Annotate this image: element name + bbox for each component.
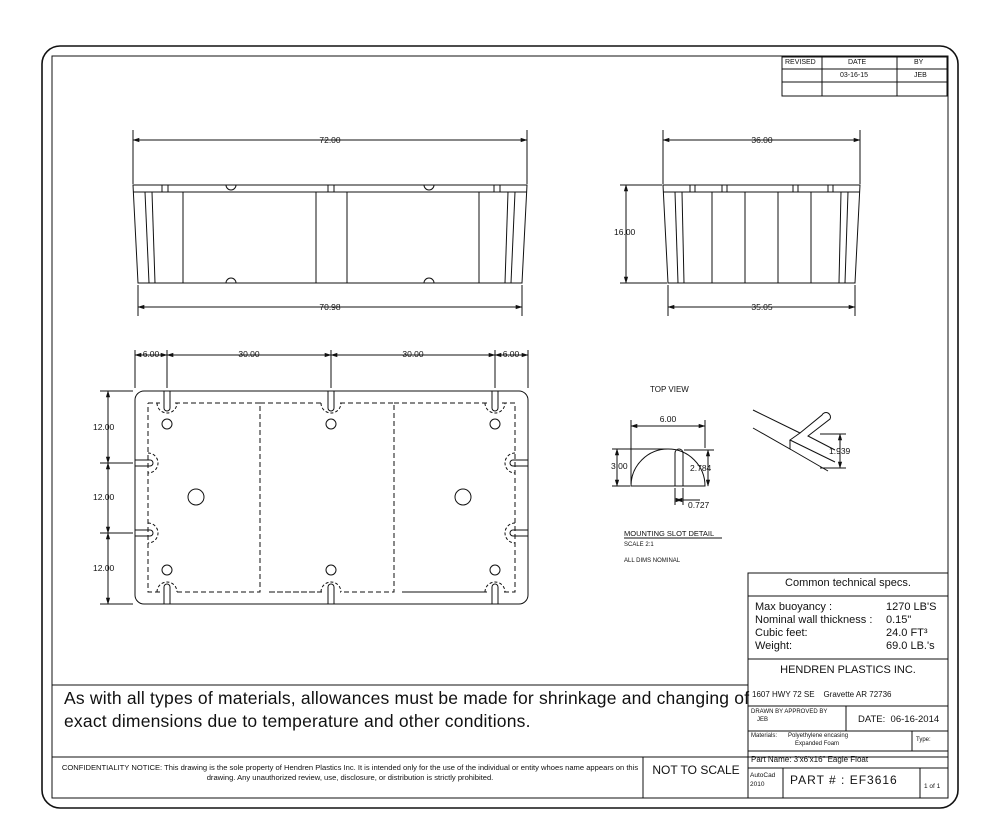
slot-detail-title: MOUNTING SLOT DETAIL [624, 529, 715, 538]
dim-iso-depth: 1.939 [829, 446, 851, 456]
dim-slot-width: 6.00 [659, 414, 677, 424]
scale-note: NOT TO SCALE [652, 763, 740, 777]
sheet-number: 1 of 1 [924, 783, 941, 790]
dim-top-2: 30.00 [238, 349, 260, 359]
rev-header-date: DATE [848, 59, 867, 66]
spec-label-weight: Weight: [755, 640, 793, 652]
dim-end-top: 36.00 [751, 135, 773, 145]
slot-detail [612, 410, 846, 538]
rev-by: JEB [914, 72, 927, 79]
dim-top-1: 6.00 [142, 349, 160, 359]
autocad-label: AutoCad [750, 772, 776, 779]
materials-value-2: Expanded Foam [795, 741, 840, 747]
dim-left-2: 12.00 [93, 492, 115, 502]
autocad-year: 2010 [750, 781, 765, 788]
spec-value-cubic: 24.0 FT³ [886, 627, 928, 639]
company-address: 1607 HWY 72 SE Gravette AR 72736 [752, 690, 892, 699]
dim-slot-height: 3.00 [611, 461, 628, 471]
rev-header-by: BY [914, 59, 924, 66]
drawn-by-label: DRAWN BY APPROVED BY [751, 709, 828, 715]
dim-left-1: 12.00 [93, 422, 115, 432]
dim-side-bottom: 70.98 [319, 302, 341, 312]
specs-title: Common technical specs. [785, 577, 911, 589]
materials-label: Materials: [751, 733, 778, 739]
drawing-date: DATE: 06-16-2014 [858, 714, 940, 725]
drawn-by-value: JEB [757, 717, 769, 723]
confidentiality-notice: CONFIDENTIALITY NOTICE: This drawing is the sole property of Hendren Plastics Inc. It is intended only for the use of the individual or entity whoes name appears on this drawing. Any unauthorized review, use, disclosure, or distribution is strictly prohibited. [61, 763, 639, 782]
spec-value-wall: 0.15" [886, 614, 912, 626]
spec-label-cubic: Cubic feet: [755, 627, 808, 639]
rev-header-revised: REVISED [785, 59, 816, 66]
slot-detail-scale: SCALE 2:1 [624, 542, 654, 548]
disclaimer-text: As with all types of materials, allowances must be made for shrinkage and changing of exact dimensions due to temperature and other conditions. [64, 688, 750, 731]
spec-label-buoyancy: Max buoyancy : [755, 601, 833, 613]
dim-end-height: 16.00 [614, 227, 636, 237]
top-view [100, 350, 528, 604]
top-view-label: TOP VIEW [650, 385, 689, 394]
dim-top-4: 6.00 [502, 349, 520, 359]
end-view [620, 130, 860, 316]
spec-label-wall: Nominal wall thickness : [755, 614, 873, 626]
dim-slot-gap: 0.727 [688, 500, 710, 510]
slot-detail-note: ALL DIMS NOMINAL [624, 558, 681, 564]
side-view [133, 130, 527, 316]
materials-value: Polyethylene encasing [788, 733, 849, 739]
dim-side-top: 72.00 [319, 135, 341, 145]
part-name: Part Name: 3'x6'x16" Eagle Float [751, 755, 869, 764]
spec-value-weight: 69.0 LB.'s [886, 640, 935, 652]
spec-value-buoyancy: 1270 LB'S [886, 601, 937, 613]
dim-end-bottom: 35.05 [751, 302, 773, 312]
rev-date: 03-16-15 [840, 72, 869, 79]
part-number: PART # : EF3616 [790, 773, 898, 787]
dim-left-3: 12.00 [93, 563, 115, 573]
dim-top-3: 30.00 [402, 349, 424, 359]
company-name: HENDREN PLASTICS INC. [780, 664, 916, 676]
dim-slot-depth: 2.784 [690, 463, 712, 473]
type-label: Type: [916, 737, 931, 743]
